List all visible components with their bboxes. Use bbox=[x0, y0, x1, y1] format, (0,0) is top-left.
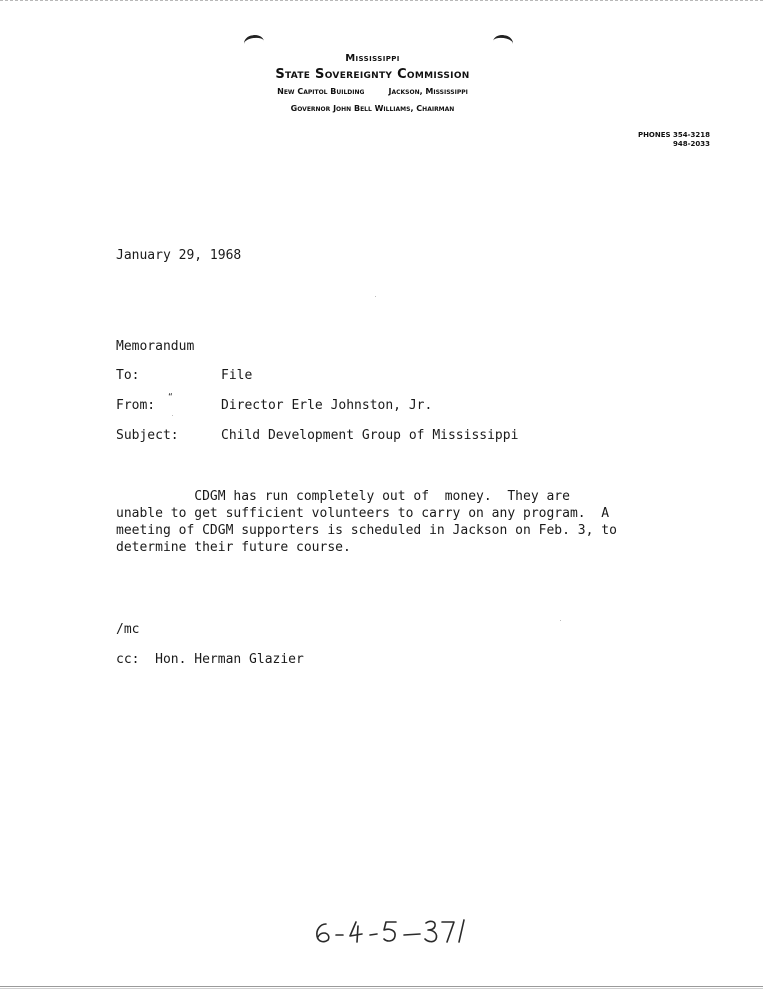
paper-speck bbox=[375, 296, 376, 297]
letterhead-governor: Governor John Bell Williams, Chairman bbox=[290, 104, 455, 113]
memo-date: January 29, 1968 bbox=[116, 248, 242, 263]
letterhead-state: Mississippi bbox=[345, 53, 400, 64]
phone-line-2: 948-2033 bbox=[673, 140, 710, 148]
memo-title: Memorandum bbox=[116, 339, 195, 354]
typist-initials: /mc bbox=[116, 622, 140, 637]
phone-line-1: PHONES 354-3218 bbox=[637, 131, 710, 139]
letterhead-building: New Capitol Building bbox=[277, 87, 365, 96]
paper-speck bbox=[560, 620, 561, 621]
memo-body: CDGM has run completely out of money. They are unable to get sufficient volunteers to carry on any program. A meeting of CDGM supporters is scheduled in Jackson on Feb. 3, to determine their future course. bbox=[116, 489, 617, 555]
handwritten-file-number bbox=[312, 912, 472, 952]
letterhead bbox=[200, 52, 545, 116]
subject-value: Child Development Group of Mississippi bbox=[221, 428, 519, 443]
letterhead-right-mark bbox=[492, 34, 514, 52]
page-top-border bbox=[0, 0, 763, 1]
phone-numbers bbox=[600, 131, 710, 149]
letterhead-address bbox=[200, 85, 545, 99]
from-value: Director Erle Johnston, Jr. bbox=[221, 398, 433, 413]
to-value: File bbox=[221, 368, 253, 383]
to-label: To: bbox=[116, 368, 140, 383]
cc-line: cc: Hon. Herman Glazier bbox=[116, 652, 304, 667]
letterhead-city: Jackson, Mississippi bbox=[388, 87, 468, 96]
page-bottom-border bbox=[0, 986, 763, 987]
paper-speck bbox=[172, 415, 173, 416]
from-label: From: bbox=[116, 398, 156, 413]
letterhead-commission: State Sovereignty Commission bbox=[275, 67, 470, 82]
letterhead-left-mark bbox=[243, 34, 265, 52]
subject-label: Subject: bbox=[116, 428, 179, 443]
pen-tick-mark: “ bbox=[168, 392, 173, 401]
